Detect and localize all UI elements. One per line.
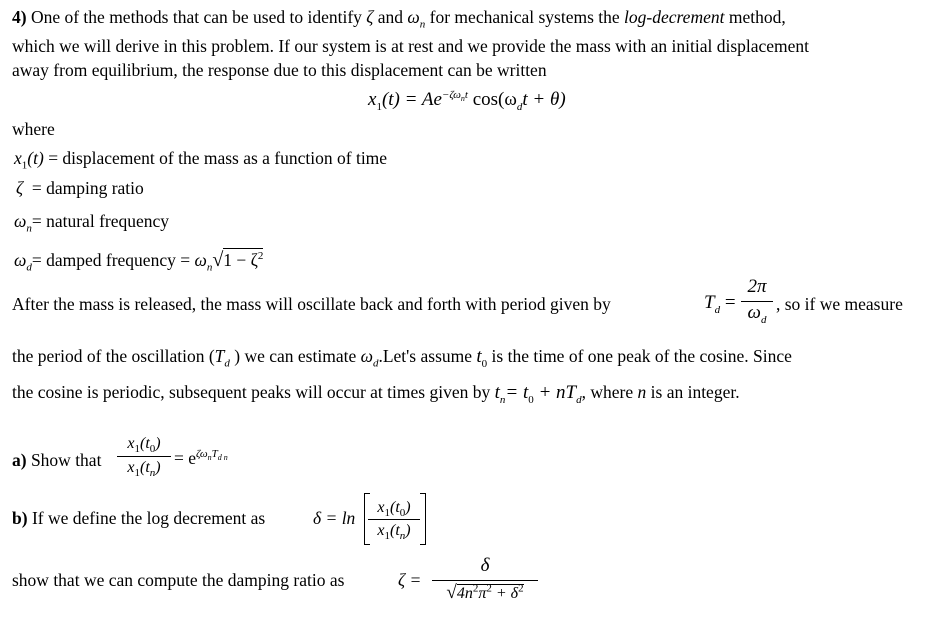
method-name: log-decrement <box>624 7 725 27</box>
part-a-rhs: = $e^{\zeta\omega_nT_{d n}}$ <box>174 448 228 468</box>
part-a-label: a) Show that <box>12 450 102 470</box>
definition-x1: $x_1(t)$ = displacement of the mass as a function of time <box>14 148 388 172</box>
intro-text-c: method, <box>728 7 786 27</box>
problem-intro-line1 <box>12 7 786 31</box>
problem-intro-line2: which we will derive in this problem. If our system is at rest and we provide the mass with an initial displacement <box>12 36 810 56</box>
sqrt-sign: √ <box>212 249 224 271</box>
problem-number: 4) <box>12 7 27 27</box>
response-equation: $x_1(t) = Ae^{-\zeta\omega_nt}$ $\cos(\omega_dt + \theta)$ <box>368 88 566 113</box>
zeta-symbol: ζ <box>366 7 374 27</box>
period-fraction: $\frac{2\pi}{\omega_d}$ <box>741 276 773 324</box>
final-lhs: ζ = <box>398 570 422 590</box>
intro-text-b: for mechanical systems the <box>429 7 620 27</box>
final-text: show that we can compute the damping ratio as <box>12 570 345 590</box>
part-b-delta: δ = ln <box>313 508 356 528</box>
period-text-a: After the mass is released, the mass will oscillate back and forth with period given by <box>12 294 611 314</box>
final-fraction: δ $√4n^2\pi^2 + \delta^2$ <box>432 555 538 604</box>
definition-omega-d: $\omega_d=$ damped frequency = $\omega_n√1 - \zeta^2$ <box>14 249 264 274</box>
part-a-fraction: $\frac{x_1(t_0)}{x_1(t_n)}$ <box>117 435 171 477</box>
period-text-b: , so if we measure <box>776 294 903 314</box>
part-b-fraction: $\frac{x_1(t_0)}{x_1(t_n)}$ <box>368 499 420 540</box>
omega-n-symbol: $\omega_n$ <box>407 7 426 31</box>
period-symbol: $T_d$ = <box>704 292 736 316</box>
problem-intro-line3: away from equilibrium, the response due to this displacement can be written <box>12 60 547 80</box>
definition-zeta: ζ = damping ratio <box>16 178 144 198</box>
intro-text-a: One of the methods that can be used to identify <box>30 7 362 27</box>
peaks-line: the cosine is periodic, subsequent peaks will occur at times given by $t_n= t_0 + nT_d$, where n is an integer. <box>12 382 740 406</box>
oscillation-line: the period of the oscillation ($T_d$ ) we can estimate $\omega_d.Let's$ assume $t_0$ is the time of one peak of the cosine. Since <box>12 346 792 370</box>
where-label: where <box>12 119 55 139</box>
and-text: and <box>377 7 404 27</box>
part-b-label: b) If we define the log decrement as <box>12 508 266 528</box>
definition-omega-n: $\omega_n=$ natural frequency <box>14 211 170 235</box>
